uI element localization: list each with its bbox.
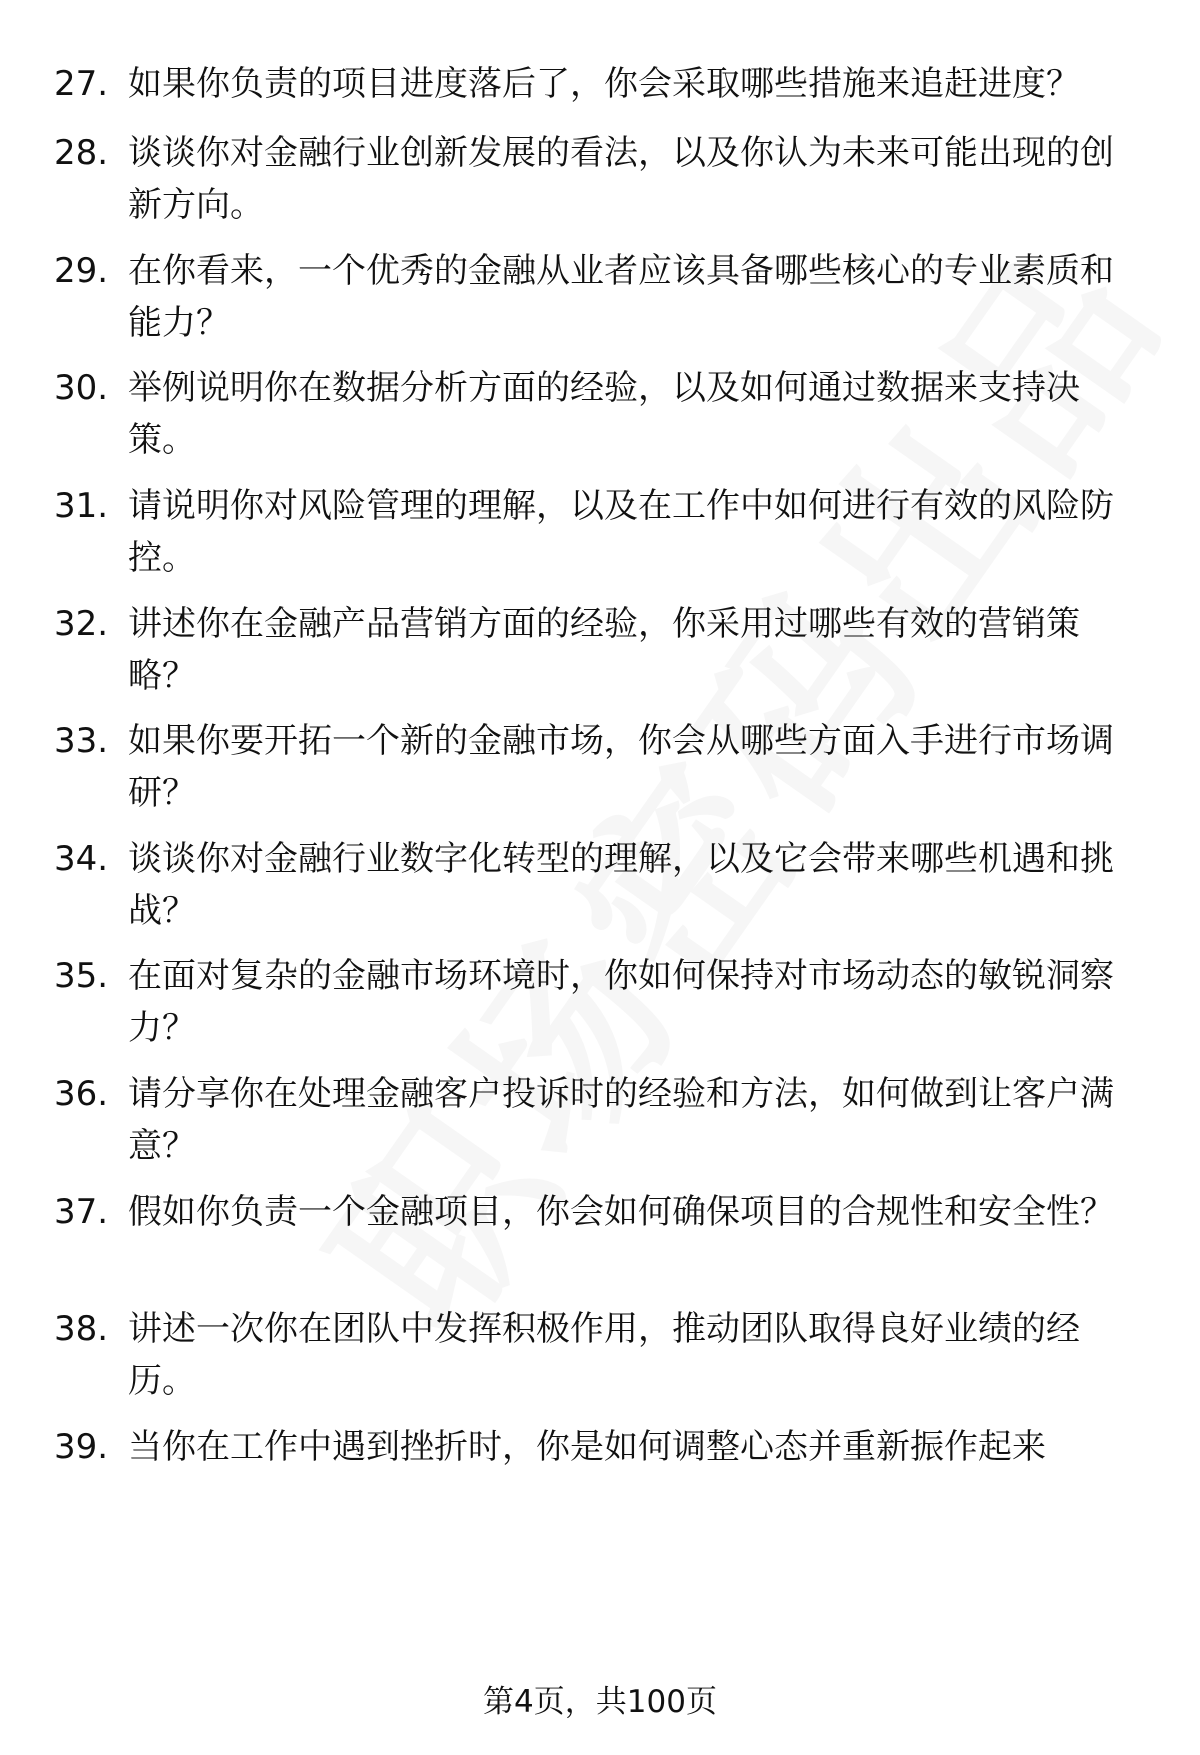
page-footer [0, 1680, 1200, 1724]
question-text: 讲述你在金融产品营销方面的经验，你采用过哪些有效的营销策略？ [128, 604, 1080, 696]
question-number: 28. [54, 133, 109, 173]
question-item [0, 1303, 1200, 1403]
question-item [0, 598, 1200, 698]
question-text: 请分享你在处理金融客户投诉时的经验和方法，如何做到让客户满意？ [128, 1074, 1114, 1166]
question-item [0, 480, 1200, 580]
question-number: 35. [54, 956, 109, 996]
question-item [0, 715, 1200, 815]
question-number: 32. [54, 604, 109, 644]
question-number: 30. [54, 368, 109, 408]
question-number: 27. [54, 64, 109, 104]
question-text: 如果你要开拓一个新的金融市场，你会从哪些方面入手进行市场调研？ [128, 721, 1114, 813]
question-item [0, 127, 1200, 227]
question-text: 如果你负责的项目进度落后了，你会采取哪些措施来追赶进度？ [128, 64, 1080, 104]
question-text: 举例说明你在数据分析方面的经验，以及如何通过数据来支持决策。 [128, 368, 1080, 460]
question-number: 29. [54, 251, 109, 291]
question-text: 请说明你对风险管理的理解，以及在工作中如何进行有效的风险防控。 [128, 486, 1114, 578]
question-text: 假如你负责一个金融项目，你会如何确保项目的合规性和安全性？ [128, 1192, 1114, 1232]
question-number: 31. [54, 486, 109, 526]
page-indicator: 第4页，共100页 [483, 1684, 717, 1720]
question-number: 37. [54, 1192, 109, 1232]
question-item [0, 1068, 1200, 1168]
question-item [0, 362, 1200, 462]
question-number: 33. [54, 721, 109, 761]
question-item [0, 245, 1200, 345]
question-number: 39. [54, 1427, 109, 1467]
question-text: 谈谈你对金融行业创新发展的看法，以及你认为未来可能出现的创新方向。 [128, 133, 1114, 225]
question-text: 在面对复杂的金融市场环境时，你如何保持对市场动态的敏锐洞察力？ [128, 956, 1114, 1048]
question-number: 36. [54, 1074, 109, 1114]
question-item [0, 1186, 1200, 1286]
question-number: 38. [54, 1309, 109, 1349]
question-item [0, 1421, 1200, 1521]
question-text: 在你看来，一个优秀的金融从业者应该具备哪些核心的专业素质和能力？ [128, 251, 1114, 343]
question-number: 34. [54, 839, 109, 879]
question-text: 当你在工作中遇到挫折时，你是如何调整心态并重新振作起来 [128, 1427, 1046, 1467]
question-text: 讲述一次你在团队中发挥积极作用，推动团队取得良好业绩的经历。 [128, 1309, 1080, 1401]
question-text: 谈谈你对金融行业数字化转型的理解，以及它会带来哪些机遇和挑战？ [128, 839, 1114, 931]
question-item [0, 833, 1200, 933]
question-item [0, 950, 1200, 1050]
